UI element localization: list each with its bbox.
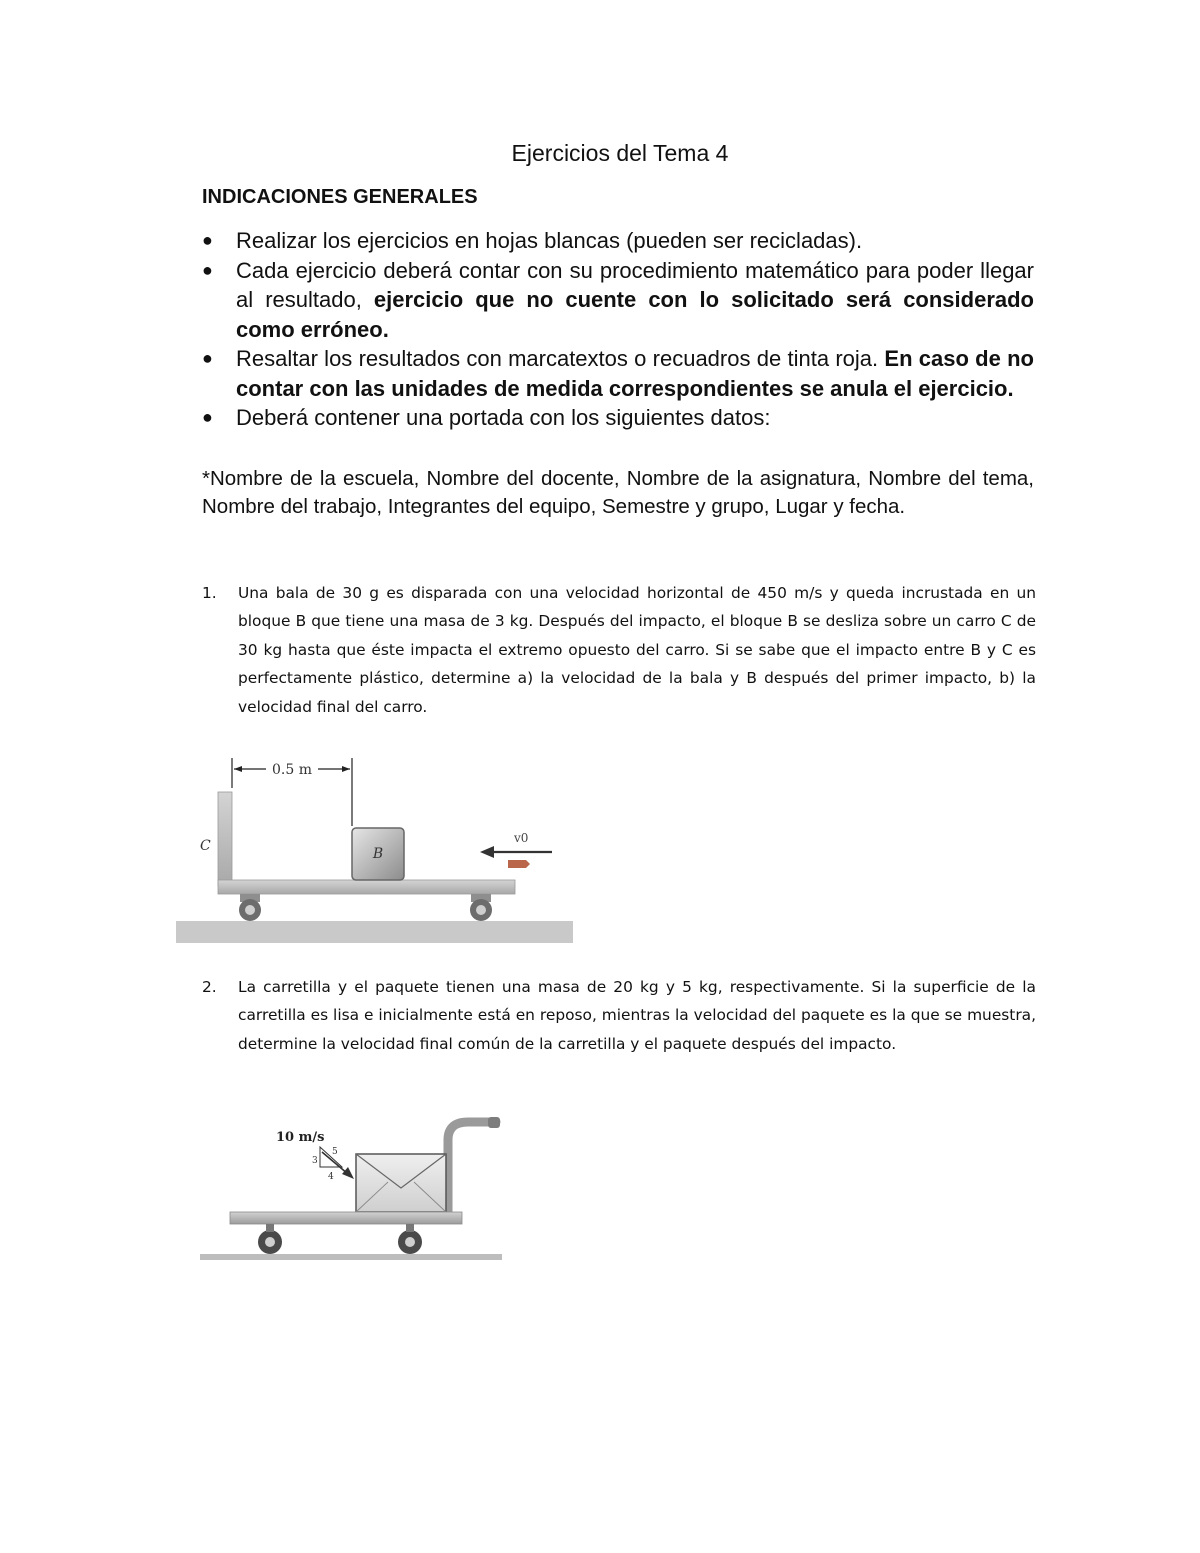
bullet-text: Realizar los ejercicios en hojas blancas (pueden ser recicladas). — [236, 228, 863, 253]
bullet-emphasis: ejercicio que no cuente con lo solicitado será considerado como erróneo. — [236, 287, 1034, 342]
bullet-text: Deberá contener una portada con los siguientes datos: — [236, 405, 771, 430]
ground — [176, 921, 573, 943]
cart-deck — [230, 1212, 462, 1224]
list-item — [202, 403, 1034, 433]
bullet — [508, 860, 530, 868]
bullet-emphasis: En caso de no contar con las unidades de medida correspondientes se anula el ejercicio. — [236, 346, 1034, 401]
figure-cart-package — [196, 1112, 506, 1268]
package — [356, 1154, 446, 1212]
cart-platform — [218, 880, 515, 894]
speed-label: 10 m/s — [276, 1130, 325, 1145]
problem-2 — [202, 973, 1036, 1058]
figure-cart-block — [174, 748, 574, 946]
slope-triangle — [320, 1147, 342, 1167]
slope-run-label: 4 — [328, 1172, 334, 1182]
ground — [200, 1254, 502, 1260]
problem-number: 2. — [202, 978, 217, 996]
cart-wall — [218, 792, 232, 886]
list-item — [202, 226, 1034, 256]
slope-rise-label: 3 — [312, 1156, 318, 1166]
page-title: Ejercicios del Tema 4 — [511, 140, 729, 166]
bullet-icon: ● — [202, 259, 213, 280]
block-label: B — [372, 846, 384, 862]
bullet-icon: ● — [202, 407, 213, 427]
list-item — [202, 344, 1034, 403]
cart-handle — [448, 1122, 496, 1212]
cover-page-note: *Nombre de la escuela, Nombre del docente, Nombre de la asignatura, Nombre del tema, Nombre del trabajo, Integrantes del equipo, Semestre y grupo, Lugar y fecha. — [202, 467, 1034, 518]
bullet-icon: ● — [202, 230, 213, 250]
velocity-label: v0 — [514, 831, 529, 845]
problem-text: Una bala de 30 g es disparada con una velocidad horizontal de 450 m/s y queda incrustada en un bloque B que tiene una masa de 3 kg. Después del impacto, el bloque B se desliza sobre un carro C de 30 kg hasta que éste impacta el extremo opuesto del carro. Si se sabe que el impacto entre B y C es perfectamente plástico, determine a) la velocidad de la bala y B después del primer impacto, b) la velocidad final del carro. — [238, 584, 1036, 716]
section-heading: INDICACIONES GENERALES — [202, 186, 478, 208]
wheel — [258, 1224, 282, 1254]
wheel — [239, 894, 261, 921]
problem-text: La carretilla y el paquete tienen una masa de 20 kg y 5 kg, respectivamente. Si la superficie de la carretilla es lisa e inicialmente está en reposo, mientras la velocidad del paquete es la que se muestra, determine la velocidad final común de la carretilla y el paquete después del impacto. — [238, 978, 1036, 1053]
distance-label: 0.5 m — [272, 762, 312, 778]
instructions-list — [202, 226, 1034, 433]
problem-1 — [202, 579, 1036, 721]
cart-label: C — [200, 838, 211, 854]
list-item — [202, 256, 1034, 345]
problem-number: 1. — [202, 584, 217, 602]
bullet-icon: ● — [202, 348, 213, 368]
slope-hyp-label: 5 — [332, 1147, 338, 1157]
wheel — [470, 894, 492, 921]
bullet-text: Resaltar los resultados con marcatextos o recuadros de tinta roja. — [236, 346, 885, 371]
wheel — [398, 1224, 422, 1254]
bullet-text: Cada ejercicio deberá contar con su procedimiento matemático para poder llegar al resultado, — [236, 257, 1034, 312]
